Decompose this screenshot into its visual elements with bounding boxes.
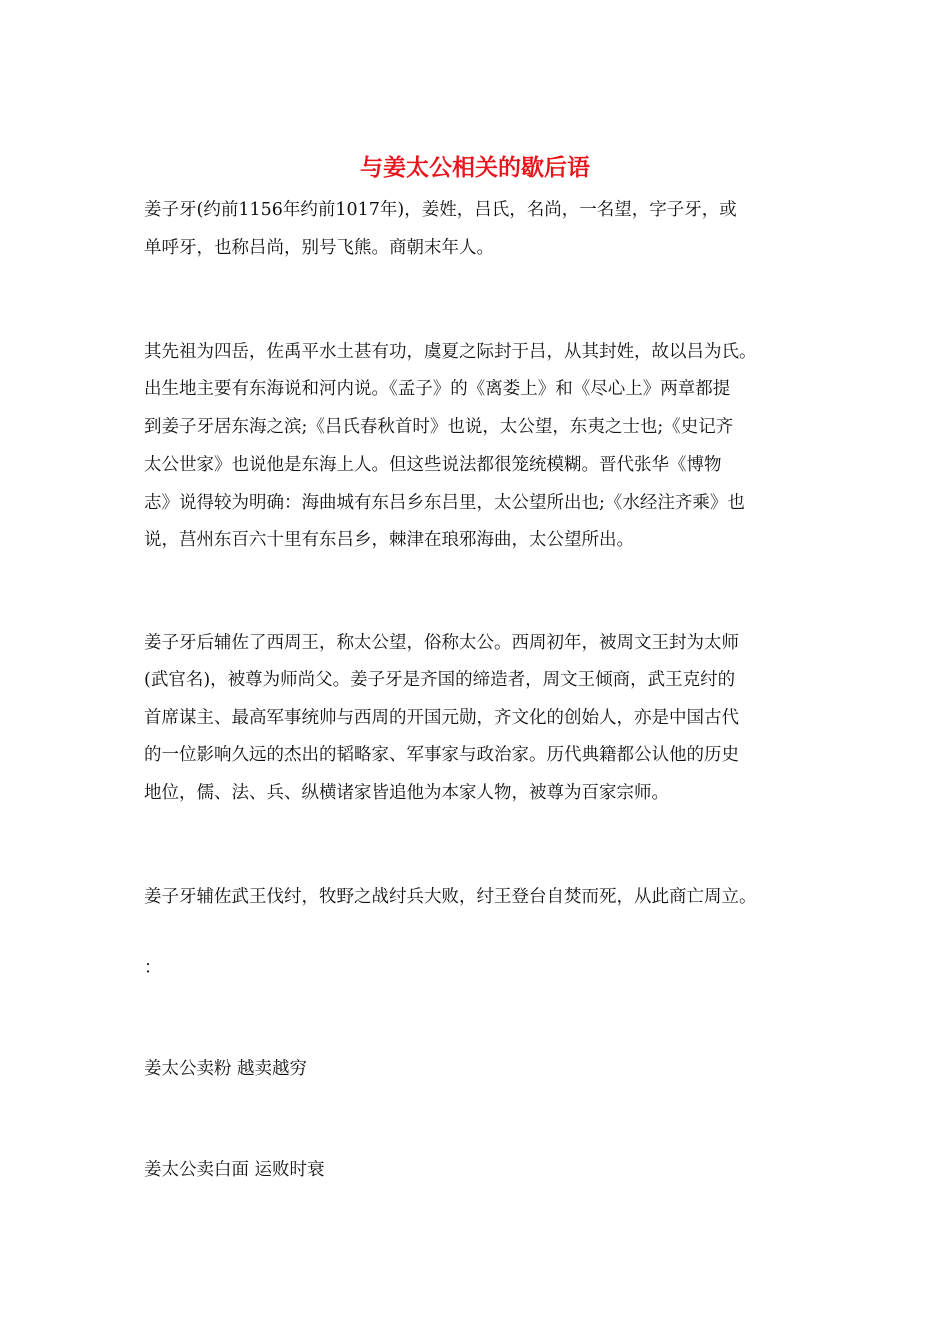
text-line: 姜太公卖白面 运败时衰 xyxy=(144,1160,325,1180)
text-line: 姜太公卖粉 越卖越穷 xyxy=(144,1059,308,1079)
text-line: 志》说得较为明确：海曲城有东吕乡东吕里，太公望所出也;《水经注齐乘》也 xyxy=(144,493,745,513)
text-line: 地位，儒、法、兵、纵横诸家皆追他为本家人物，被尊为百家宗师。 xyxy=(144,783,669,803)
text-line: (武官名)，被尊为师尚父。姜子牙是齐国的缔造者，周文王倾商，武王克纣的 xyxy=(144,670,736,690)
text-line: 姜子牙(约前1156年约前1017年)，姜姓，吕氏，名尚，一名望，字子牙，或 xyxy=(144,200,737,220)
text-line: 太公世家》也说他是东海上人。但这些说法都很笼统模糊。晋代张华《博物 xyxy=(144,455,722,475)
text-line: 首席谋主、最高军事统帅与西周的开国元勋，齐文化的创始人，亦是中国古代 xyxy=(144,708,739,728)
text-line: 说，莒州东百六十里有东吕乡，棘津在琅邪海曲，太公望所出。 xyxy=(144,530,634,550)
document-title: 与姜太公相关的歇后语 xyxy=(360,154,590,181)
text-line: 姜子牙后辅佐了西周王，称太公望，俗称太公。西周初年，被周文王封为太师 xyxy=(144,633,739,653)
text-line: 到姜子牙居东海之滨;《吕氏春秋首时》也说，太公望，东夷之士也;《史记齐 xyxy=(144,417,734,437)
text-line: 出生地主要有东海说和河内说。《孟子》的《离娄上》和《尽心上》两章都提 xyxy=(144,379,731,399)
text-line: 其先祖为四岳，佐禹平水土甚有功，虞夏之际封于吕，从其封姓，故以吕为氏。 xyxy=(144,342,757,362)
text-line: 姜子牙辅佐武王伐纣，牧野之战纣兵大败，纣王登台自焚而死，从此商亡周立。 xyxy=(144,887,757,907)
text-line: 的一位影响久远的杰出的韬略家、军事家与政治家。历代典籍都公认他的历史 xyxy=(144,745,739,765)
text-line: ： xyxy=(144,958,162,978)
text-line: 单呼牙，也称吕尚，别号飞熊。商朝末年人。 xyxy=(144,238,494,258)
